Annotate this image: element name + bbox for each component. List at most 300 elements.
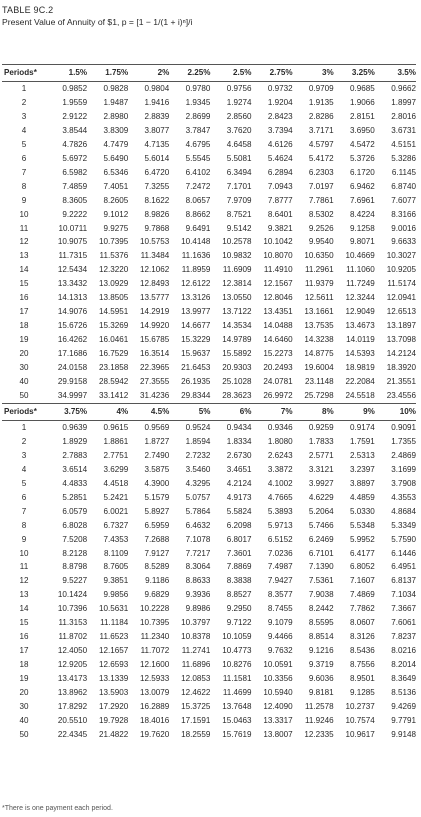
period-cell: 50: [19, 729, 29, 739]
value-cell: 10.2578: [222, 237, 252, 247]
value-cell: 13.7122: [222, 307, 252, 317]
period-cell: 13: [19, 251, 29, 261]
value-cell: 6.5346: [103, 167, 129, 177]
value-cell: 34.9997: [57, 390, 88, 400]
value-cell: 9.5142: [226, 223, 252, 233]
value-cell: 11.4699: [222, 688, 252, 698]
value-cell: 11.8959: [181, 265, 211, 275]
value-cell: 3.9927: [308, 478, 334, 488]
table-row: [2, 533, 416, 547]
value-cell: 6.8017: [226, 534, 252, 544]
value-cell: 14.5951: [98, 307, 129, 317]
value-cell: 6.1446: [391, 548, 416, 558]
value-cell: 15.5892: [222, 349, 252, 359]
period-cell: 19: [19, 674, 29, 684]
period-cell: 10: [19, 209, 29, 219]
value-cell: 33.1412: [98, 390, 129, 400]
value-cell: 1.8929: [62, 436, 88, 446]
value-cell: 7.9127: [144, 548, 170, 558]
value-cell: 5.2064: [308, 506, 334, 516]
period-cell: 4: [21, 464, 27, 474]
value-cell: 9.2526: [308, 223, 334, 233]
table-row: [2, 616, 416, 630]
rate-header: 5%: [198, 406, 211, 416]
value-cell: 9.3719: [308, 660, 334, 670]
value-cell: 0.9709: [308, 84, 334, 93]
value-cell: 12.1600: [140, 660, 170, 670]
value-cell: 11.1060: [346, 265, 375, 275]
value-cell: 1.9135: [308, 97, 334, 107]
value-cell: 17.1591: [181, 715, 211, 725]
value-cell: 24.0781: [263, 377, 293, 387]
value-cell: 5.1579: [144, 492, 170, 502]
table-row: [2, 333, 416, 347]
value-cell: 1.8080: [267, 436, 293, 446]
value-cell: 5.5824: [226, 506, 252, 516]
value-cell: 0.9804: [144, 84, 170, 93]
value-cell: 6.4951: [391, 562, 416, 572]
value-cell: 2.7232: [185, 450, 211, 460]
value-cell: 6.8052: [350, 562, 375, 572]
value-cell: 5.3349: [391, 520, 416, 530]
value-cell: 11.6523: [99, 632, 129, 642]
table-row: [2, 110, 416, 124]
value-cell: 11.5174: [387, 279, 416, 289]
value-cell: 13.3317: [263, 715, 293, 725]
value-cell: 10.7395: [98, 237, 129, 247]
value-cell: 14.9789: [222, 335, 252, 345]
value-cell: 8.7521: [226, 209, 252, 219]
annuity-table-container: [2, 64, 416, 742]
value-cell: 9.9856: [103, 590, 129, 600]
value-cell: 12.8046: [263, 293, 293, 303]
value-cell: 1.7833: [308, 436, 334, 446]
period-cell: 11: [19, 223, 29, 233]
value-cell: 12.5611: [305, 293, 334, 303]
value-cell: 5.7466: [308, 520, 334, 530]
value-cell: 8.2128: [62, 548, 88, 558]
value-cell: 0.9524: [185, 422, 211, 432]
value-cell: 13.5777: [140, 293, 170, 303]
table-row: [2, 574, 416, 588]
period-cell: 20: [19, 688, 29, 698]
rate-header: 6%: [239, 406, 252, 416]
periods-header: Periods*: [4, 68, 37, 77]
period-cell: 16: [19, 632, 29, 642]
value-cell: 7.1701: [226, 181, 252, 191]
period-cell: 8: [21, 181, 27, 191]
value-cell: 6.8028: [62, 520, 88, 530]
value-cell: 3.1699: [391, 464, 416, 474]
value-cell: 6.8137: [391, 576, 416, 586]
table-row: [2, 658, 416, 672]
value-cell: 12.4090: [263, 701, 293, 711]
period-cell: 18: [19, 321, 29, 331]
value-cell: 10.5631: [98, 604, 129, 614]
value-cell: 9.3851: [103, 576, 129, 586]
value-cell: 25.1028: [222, 377, 252, 387]
value-cell: 20.9303: [222, 363, 252, 373]
value-cell: 6.9462: [350, 181, 375, 191]
value-cell: 5.6490: [103, 153, 129, 163]
value-cell: 4.4859: [350, 492, 375, 502]
value-cell: 12.2335: [304, 729, 334, 739]
table-row: [2, 630, 416, 644]
value-cell: 7.2472: [185, 181, 211, 191]
value-cell: 8.3064: [185, 562, 211, 572]
value-cell: 3.5875: [144, 464, 170, 474]
value-cell: 7.7862: [350, 604, 375, 614]
value-cell: 7.9427: [267, 576, 293, 586]
value-cell: 15.9637: [181, 349, 211, 359]
value-cell: 13.7098: [386, 335, 416, 345]
value-cell: 19.7620: [140, 729, 170, 739]
value-cell: 11.2578: [305, 701, 334, 711]
value-cell: 8.3605: [62, 195, 88, 205]
value-cell: 11.1636: [181, 251, 211, 261]
value-cell: 12.6513: [386, 307, 416, 317]
table-row: [2, 491, 416, 505]
value-cell: 7.4859: [62, 181, 88, 191]
value-cell: 13.1339: [98, 674, 129, 684]
value-cell: 3.7171: [308, 125, 334, 135]
value-cell: 8.5436: [350, 646, 375, 656]
period-cell: 50: [19, 390, 29, 400]
value-cell: 7.0943: [267, 181, 293, 191]
table-row: [2, 263, 416, 277]
value-cell: 5.0330: [350, 506, 375, 516]
value-cell: 8.3577: [267, 590, 293, 600]
value-cell: 3.3872: [267, 464, 293, 474]
value-cell: 7.1078: [185, 534, 211, 544]
table-row: [2, 389, 416, 403]
value-cell: 15.6726: [57, 321, 88, 331]
value-cell: 9.8071: [350, 237, 375, 247]
period-cell: 30: [19, 701, 29, 711]
value-cell: 2.7490: [144, 450, 170, 460]
value-cell: 6.1145: [391, 167, 416, 177]
value-cell: 6.2469: [308, 534, 334, 544]
value-cell: 0.9569: [144, 422, 170, 432]
value-cell: 3.2397: [350, 464, 375, 474]
value-cell: 8.4224: [350, 209, 375, 219]
table-row: [2, 82, 416, 96]
header-row: [2, 65, 416, 82]
rate-header: 4.5%: [150, 406, 170, 416]
value-cell: 8.5289: [144, 562, 170, 572]
value-cell: 6.2098: [226, 520, 252, 530]
period-cell: 6: [21, 492, 27, 502]
value-cell: 16.0461: [98, 335, 129, 345]
value-cell: 8.2442: [308, 604, 334, 614]
value-cell: 29.9158: [57, 377, 88, 387]
value-cell: 0.9639: [62, 422, 88, 432]
value-cell: 4.6126: [267, 139, 293, 149]
period-cell: 9: [21, 195, 27, 205]
value-cell: 10.0711: [58, 223, 88, 233]
value-cell: 16.2889: [140, 701, 170, 711]
table-row: [2, 463, 416, 477]
table-row: [2, 560, 416, 574]
value-cell: 10.9205: [386, 265, 416, 275]
value-cell: 5.6014: [144, 153, 170, 163]
value-cell: 11.4910: [263, 265, 293, 275]
value-cell: 6.0579: [62, 506, 88, 516]
period-cell: 4: [21, 125, 27, 135]
value-cell: 9.7122: [226, 618, 252, 628]
value-cell: 7.7861: [308, 195, 334, 205]
value-cell: 9.7632: [267, 646, 293, 656]
value-cell: 2.8016: [391, 111, 416, 121]
value-cell: 13.1897: [386, 321, 416, 331]
value-cell: 7.6961: [350, 195, 375, 205]
value-cell: 9.1012: [103, 209, 129, 219]
value-cell: 21.6453: [181, 363, 211, 373]
value-cell: 8.8527: [226, 590, 252, 600]
value-cell: 26.9972: [263, 390, 293, 400]
value-cell: 10.6350: [304, 251, 334, 261]
value-cell: 5.2851: [62, 492, 88, 502]
table-row: [2, 166, 416, 180]
value-cell: 6.4177: [350, 548, 375, 558]
value-cell: 9.3821: [267, 223, 293, 233]
period-cell: 16: [19, 293, 29, 303]
value-cell: 9.8181: [308, 688, 334, 698]
value-cell: 8.2605: [103, 195, 129, 205]
value-cell: 5.5348: [350, 520, 375, 530]
value-cell: 10.1424: [57, 590, 88, 600]
value-cell: 22.3965: [140, 363, 170, 373]
value-cell: 7.3601: [226, 548, 252, 558]
value-cell: 9.9148: [391, 729, 416, 739]
value-cell: 6.7327: [103, 520, 129, 530]
value-cell: 7.1607: [350, 576, 375, 586]
value-cell: 10.1059: [222, 632, 252, 642]
value-cell: 2.8423: [267, 111, 293, 121]
value-cell: 1.8594: [185, 436, 211, 446]
period-cell: 7: [21, 167, 27, 177]
rate-header: 3.75%: [64, 406, 88, 416]
value-cell: 0.9174: [350, 422, 375, 432]
table-row: [2, 208, 416, 222]
value-cell: 13.7535: [304, 321, 334, 331]
value-cell: 10.4669: [345, 251, 375, 261]
value-cell: 14.6460: [263, 335, 293, 345]
value-cell: 10.9617: [345, 729, 375, 739]
period-cell: 3: [21, 450, 27, 460]
value-cell: 10.9075: [57, 237, 88, 247]
table-subtitle: Present Value of Annuity of $1, p = [1 − 1/(1 + i)ⁿ]/i: [2, 17, 193, 27]
value-cell: 14.9076: [57, 307, 88, 317]
value-cell: 12.1657: [98, 646, 129, 656]
value-cell: 6.5959: [144, 520, 170, 530]
value-cell: 28.3623: [222, 390, 252, 400]
value-cell: 2.8980: [103, 111, 129, 121]
value-cell: 15.7619: [222, 729, 252, 739]
value-cell: 27.3555: [140, 377, 170, 387]
value-cell: 17.2920: [98, 701, 129, 711]
value-cell: 2.5771: [308, 450, 334, 460]
table-row: [2, 686, 416, 700]
value-cell: 6.7101: [308, 548, 334, 558]
value-cell: 8.3838: [226, 576, 252, 586]
value-cell: 8.9501: [350, 674, 375, 684]
value-cell: 1.8727: [144, 436, 170, 446]
value-cell: 4.5472: [350, 139, 375, 149]
value-cell: 5.8927: [144, 506, 170, 516]
value-cell: 6.4102: [185, 167, 211, 177]
value-cell: 3.8897: [350, 478, 375, 488]
table-row: [2, 124, 416, 138]
value-cell: 7.2688: [144, 534, 170, 544]
value-cell: 8.0657: [185, 195, 211, 205]
table-row: [2, 138, 416, 152]
rate-header: 4%: [116, 406, 129, 416]
value-cell: 1.9345: [185, 97, 211, 107]
value-cell: 3.6950: [350, 125, 375, 135]
value-cell: 8.5595: [308, 618, 334, 628]
table-row: [2, 305, 416, 319]
value-cell: 9.1079: [267, 618, 293, 628]
periods-header: Periods*: [4, 406, 37, 416]
rate-header: 2.5%: [233, 68, 252, 77]
table-row: [2, 728, 416, 742]
value-cell: 9.3936: [185, 590, 211, 600]
value-cell: 3.7847: [185, 125, 211, 135]
value-cell: 12.0941: [386, 293, 416, 303]
value-cell: 10.9832: [222, 251, 252, 261]
value-cell: 10.5940: [263, 688, 293, 698]
value-cell: 14.3534: [222, 321, 252, 331]
value-cell: 13.8962: [57, 688, 88, 698]
period-cell: 12: [19, 576, 29, 586]
value-cell: 12.1062: [140, 265, 170, 275]
period-cell: 1: [21, 422, 27, 432]
value-cell: 12.9049: [345, 307, 375, 317]
value-cell: 3.4651: [226, 464, 252, 474]
value-cell: 12.3814: [222, 279, 252, 289]
value-cell: 11.3484: [140, 251, 170, 261]
value-cell: 14.1313: [57, 293, 88, 303]
value-cell: 7.9709: [226, 195, 252, 205]
value-cell: 24.0158: [57, 363, 88, 373]
value-cell: 6.5152: [267, 534, 293, 544]
value-cell: 0.9756: [226, 84, 252, 93]
period-cell: 14: [19, 265, 29, 275]
value-cell: 5.7590: [391, 534, 416, 544]
value-cell: 5.4624: [267, 153, 293, 163]
value-cell: 3.6514: [62, 464, 88, 474]
value-cell: 8.5302: [308, 209, 334, 219]
value-cell: 8.2014: [391, 660, 416, 670]
value-cell: 12.4622: [181, 688, 211, 698]
value-cell: 4.1002: [267, 478, 293, 488]
table-row: [2, 714, 416, 728]
value-cell: 7.0236: [267, 548, 293, 558]
rate-header: 2%: [157, 68, 170, 77]
value-cell: 14.2124: [386, 349, 416, 359]
value-cell: 1.8861: [103, 436, 129, 446]
value-cell: 12.9205: [57, 660, 88, 670]
value-cell: 14.0488: [263, 321, 293, 331]
value-cell: 6.8740: [391, 181, 416, 191]
value-cell: 9.7791: [391, 715, 416, 725]
period-cell: 2: [21, 436, 27, 446]
value-cell: 19.6004: [304, 363, 334, 373]
table-title: TABLE 9C.2: [2, 5, 54, 15]
value-cell: 12.0853: [181, 674, 211, 684]
period-cell: 17: [19, 307, 29, 317]
value-cell: 13.3432: [57, 279, 88, 289]
value-cell: 3.8077: [144, 125, 170, 135]
period-cell: 15: [19, 279, 29, 289]
value-cell: 4.3553: [391, 492, 416, 502]
value-cell: 10.8070: [263, 251, 293, 261]
value-cell: 3.6299: [103, 464, 129, 474]
rate-header: 1.75%: [105, 68, 129, 77]
value-cell: 4.6795: [185, 139, 211, 149]
value-cell: 10.8378: [181, 632, 211, 642]
value-cell: 9.1258: [350, 223, 375, 233]
value-cell: 8.3126: [350, 632, 375, 642]
value-cell: 24.5518: [345, 390, 375, 400]
value-cell: 5.9713: [267, 520, 293, 530]
table-row: [2, 361, 416, 375]
value-cell: 4.7135: [144, 139, 170, 149]
value-cell: 14.6677: [181, 321, 211, 331]
annuity-table: [2, 64, 416, 742]
value-cell: 12.8493: [140, 279, 170, 289]
value-cell: 12.1567: [263, 279, 293, 289]
value-cell: 26.1935: [181, 377, 211, 387]
value-cell: 13.5903: [98, 688, 129, 698]
value-cell: 15.0463: [222, 715, 252, 725]
table-row: [2, 277, 416, 291]
value-cell: 7.6077: [391, 195, 416, 205]
value-cell: 12.5434: [57, 265, 88, 275]
value-cell: 19.7928: [98, 715, 129, 725]
value-cell: 6.0021: [103, 506, 129, 516]
value-cell: 6.3494: [226, 167, 252, 177]
value-cell: 0.9732: [267, 84, 293, 93]
value-cell: 4.4833: [62, 478, 88, 488]
value-cell: 2.9122: [62, 111, 88, 121]
rate-header: 3.5%: [397, 68, 416, 77]
value-cell: 7.8777: [267, 195, 293, 205]
value-cell: 12.6122: [181, 279, 211, 289]
value-cell: 9.2950: [226, 604, 252, 614]
value-cell: 6.4720: [144, 167, 170, 177]
value-cell: 8.8662: [185, 209, 211, 219]
value-cell: 4.7665: [267, 492, 293, 502]
value-cell: 14.9920: [140, 321, 170, 331]
value-cell: 0.9259: [308, 422, 334, 432]
value-cell: 29.8344: [181, 390, 211, 400]
period-cell: 13: [19, 590, 29, 600]
value-cell: 9.6633: [391, 237, 416, 247]
table-row: [2, 588, 416, 602]
value-cell: 2.6730: [226, 450, 252, 460]
value-cell: 9.9540: [308, 237, 334, 247]
value-cell: 0.9662: [391, 84, 416, 93]
value-cell: 20.5510: [57, 715, 88, 725]
value-cell: 7.4353: [103, 534, 129, 544]
value-cell: 2.8699: [185, 111, 211, 121]
period-cell: 15: [19, 618, 29, 628]
value-cell: 8.9826: [144, 209, 170, 219]
value-cell: 5.5081: [226, 153, 252, 163]
value-cell: 28.5942: [98, 377, 129, 387]
